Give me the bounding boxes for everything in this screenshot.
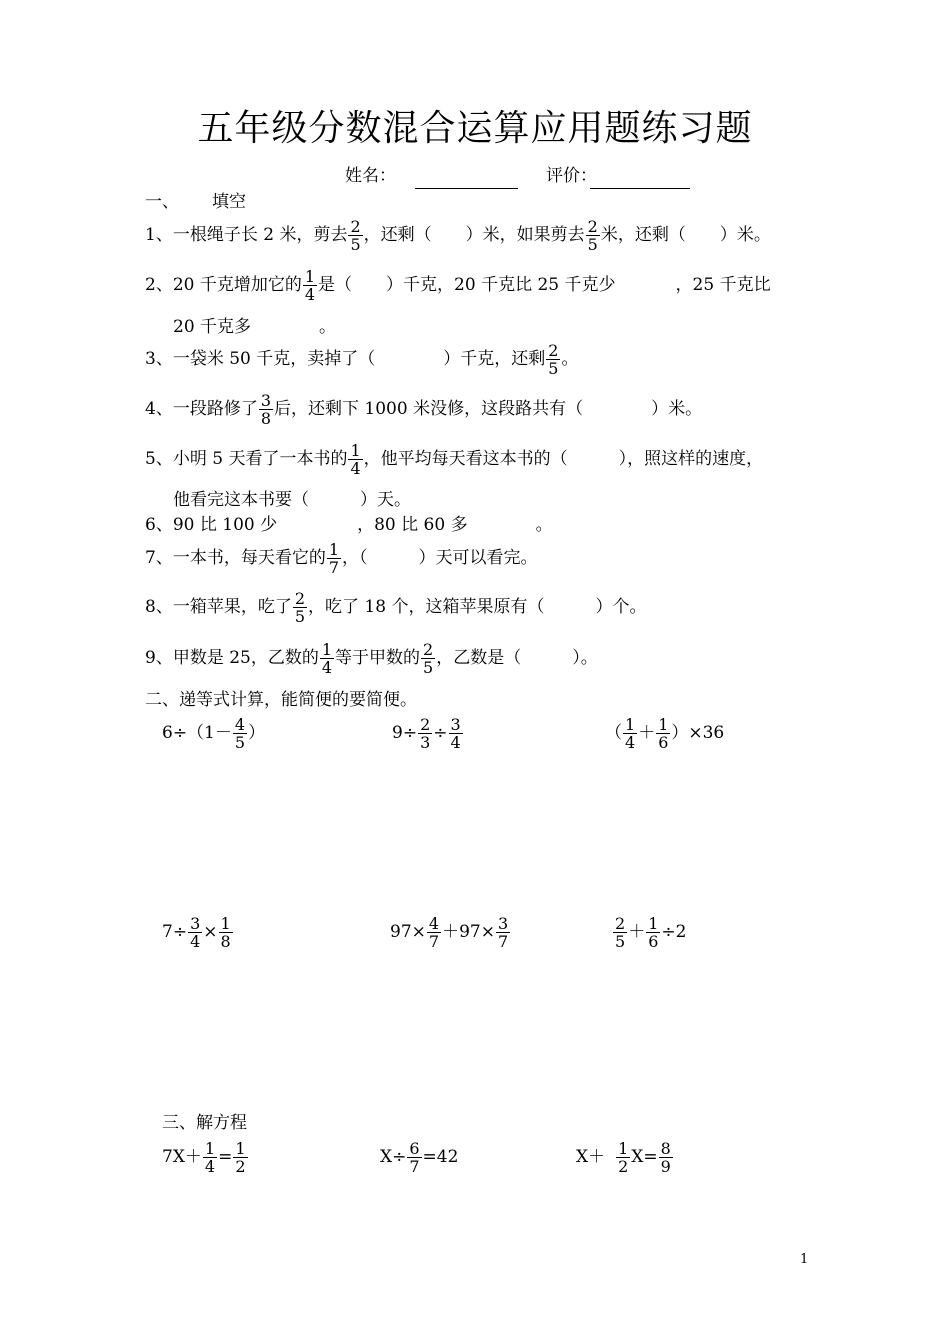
fraction: $\frac{4}{7}$ [428, 914, 440, 951]
fraction: $\frac{1}{2}$ [618, 1139, 629, 1176]
fraction: $\frac{1}{4}$ [350, 441, 361, 478]
name-label: 姓名： [345, 166, 396, 186]
name-blank [415, 187, 518, 189]
fraction: $\frac{2}{5}$ [294, 589, 306, 626]
fraction: $\frac{1}{8}$ [220, 914, 231, 951]
fraction: $\frac{3}{4}$ [190, 914, 201, 951]
page-number: 1 [800, 1252, 809, 1267]
fraction: $\frac{3}{7}$ [497, 914, 509, 951]
page-title: 五年级分数混合运算应用题练习题 [197, 108, 753, 149]
fraction: $\frac{6}{7}$ [409, 1139, 420, 1176]
equation-1: 7X＋ $\frac{1}{4}$ = $\frac{1}{2}$ [162, 1139, 246, 1176]
question-3: 3、一袋米 50 千克，卖掉了（ ）千克，还剩 $\frac{2}{5}$ 。 [145, 341, 579, 378]
fraction: $\frac{2}{5}$ [587, 217, 598, 254]
question-7: 7、一本书，每天看它的 $\frac{1}{7}$ ，（ ）天可以看完。 [145, 540, 538, 577]
section-2-title: 二、递等式计算，能简便的要简便。 [145, 690, 417, 710]
fraction: $\frac{1}{4}$ [321, 640, 333, 677]
question-5-line-2: 他看完这本书要（ ）天。 [173, 490, 411, 510]
fraction: $\frac{2}{5}$ [350, 217, 361, 254]
expression-1: 6÷（1－ $\frac{4}{5}$ ） [162, 715, 266, 752]
equation-2: X÷ $\frac{6}{7}$ =42 [380, 1139, 459, 1176]
fraction: $\frac{1}{4}$ [625, 715, 636, 752]
eval-label: 评价： [546, 166, 597, 186]
section-3-title: 三、解方程 [162, 1113, 247, 1133]
expression-5: 97× $\frac{4}{7}$ ＋97× $\frac{3}{7}$ [390, 914, 509, 951]
fraction: $\frac{2}{5}$ [548, 341, 559, 378]
eval-blank [590, 187, 690, 189]
fraction: $\frac{2}{3}$ [420, 715, 431, 752]
fraction: $\frac{1}{6}$ [658, 715, 669, 752]
question-5: 5、小明 5 天看了一本书的 $\frac{1}{4}$ ，他平均每天看这本书的（ ），照这样的速度， [145, 441, 764, 478]
fraction: $\frac{1}{7}$ [328, 540, 340, 577]
fraction: $\frac{1}{4}$ [204, 1139, 216, 1176]
equation-3: X＋ $\frac{1}{2}$ X= $\frac{8}{9}$ [576, 1139, 671, 1176]
section-1-title: 填空 [212, 192, 246, 212]
expression-4: 7÷ $\frac{3}{4}$ × $\frac{1}{8}$ [162, 914, 231, 951]
fraction: $\frac{2}{5}$ [423, 640, 434, 677]
fraction: $\frac{1}{2}$ [235, 1139, 246, 1176]
fraction: $\frac{4}{5}$ [234, 715, 246, 752]
question-2: 2、20 千克增加它的 $\frac{1}{4}$ 是（ ）千克，20 千克比 25 千克少 ，25 千克比 [145, 267, 771, 304]
fraction: $\frac{3}{4}$ [450, 715, 461, 752]
question-4: 4、一段路修了 $\frac{3}{8}$ 后，还剩下 1000 米没修，这段路共有（ ）米。 [145, 391, 703, 428]
fraction: $\frac{3}{8}$ [260, 391, 272, 428]
expression-2: 9÷ $\frac{2}{3}$ ÷ $\frac{3}{4}$ [392, 715, 461, 752]
expression-6: $\frac{2}{5}$ ＋ $\frac{1}{6}$ ÷2 [615, 914, 687, 951]
question-8: 8、一箱苹果，吃了 $\frac{2}{5}$ ，吃了 18 个，这箱苹果原有（ ）个。 [145, 589, 647, 626]
fraction: $\frac{1}{6}$ [648, 914, 659, 951]
section-1-number: 一、 [145, 192, 179, 212]
question-6: 6、90 比 100 少 ，80 比 60 多 。 [145, 515, 553, 535]
question-1: 1、一根绳子长 2 米，剪去 $\frac{2}{5}$ ，还剩（ ）米，如果剪去 $\frac{2}{5}$ 米，还剩（ ）米。 [145, 217, 771, 254]
question-9: 9、甲数是 25，乙数的 $\frac{1}{4}$ 等于甲数的 $\frac{2}{5}$ ，乙数是（ ）。 [145, 640, 598, 677]
question-2-line-2: 20 千克多 。 [173, 317, 337, 337]
expression-3: （ $\frac{1}{4}$ ＋ $\frac{1}{6}$ ）×36 [605, 715, 725, 752]
fraction: $\frac{1}{4}$ [304, 267, 316, 304]
fraction: $\frac{8}{9}$ [660, 1139, 671, 1176]
fraction: $\frac{2}{5}$ [615, 914, 626, 951]
